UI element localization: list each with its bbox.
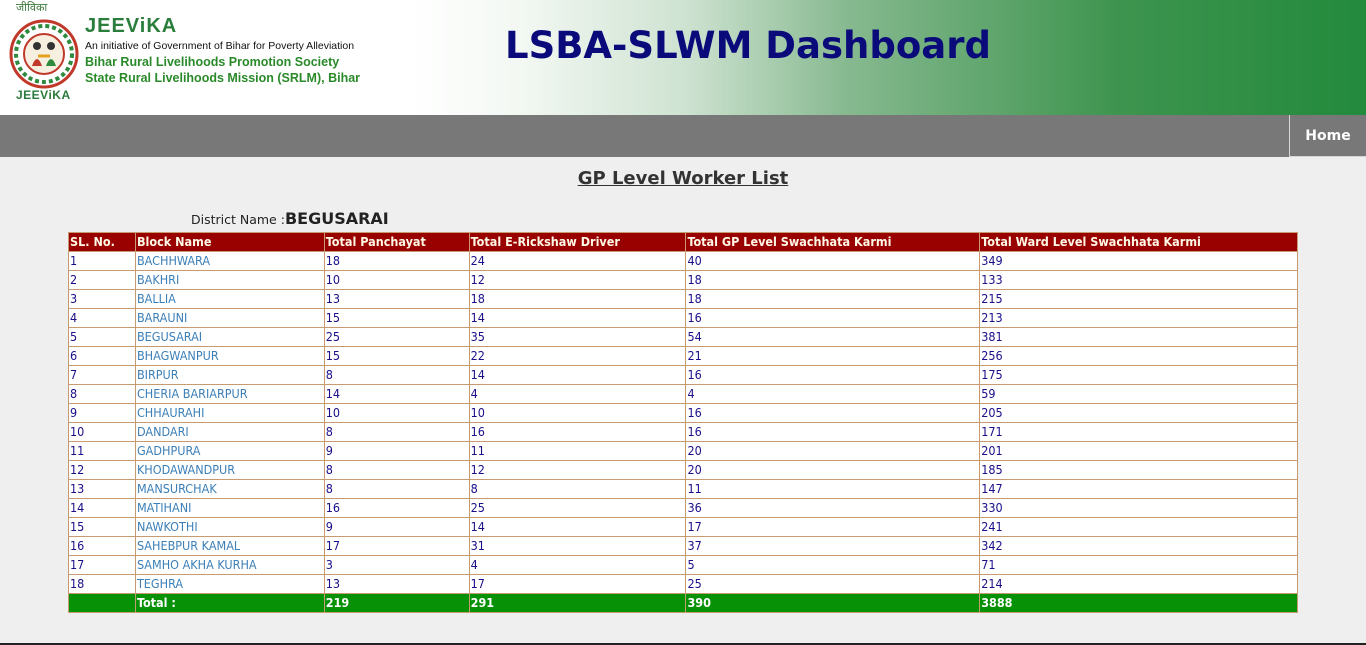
- cell-total-panchayat: 8: [324, 480, 469, 499]
- cell-gp-swachhata: 21: [686, 347, 980, 366]
- cell-sl-no: 3: [69, 290, 136, 309]
- cell-sl-no: 4: [69, 309, 136, 328]
- cell-total-panchayat: 3: [324, 556, 469, 575]
- home-button[interactable]: Home: [1289, 115, 1366, 157]
- org-society-name: Bihar Rural Livelihoods Promotion Society: [85, 55, 340, 69]
- cell-sl-no: 18: [69, 575, 136, 594]
- table-row: [69, 518, 1298, 537]
- cell-total-e-rickshaw: 12: [469, 461, 686, 480]
- table-row: [69, 328, 1298, 347]
- table-body: [69, 252, 1298, 594]
- cell-sl-no: 17: [69, 556, 136, 575]
- cell-ward-swachhata: 133: [980, 271, 1298, 290]
- cell-total-panchayat: 17: [324, 537, 469, 556]
- cell-total-e-rickshaw: 31: [469, 537, 686, 556]
- table-row: [69, 309, 1298, 328]
- cell-sl-no: 10: [69, 423, 136, 442]
- table-row: [69, 480, 1298, 499]
- cell-sl-no: 12: [69, 461, 136, 480]
- total-ward-swachhata: 3888: [980, 594, 1298, 613]
- cell-sl-no: 1: [69, 252, 136, 271]
- cell-block-name[interactable]: DANDARI: [135, 423, 324, 442]
- cell-gp-swachhata: 40: [686, 252, 980, 271]
- cell-total-panchayat: 8: [324, 423, 469, 442]
- cell-gp-swachhata: 16: [686, 309, 980, 328]
- column-header-total-panchayat: Total Panchayat: [324, 233, 469, 252]
- cell-gp-swachhata: 18: [686, 271, 980, 290]
- cell-block-name[interactable]: MATIHANI: [135, 499, 324, 518]
- district-info: [191, 209, 389, 228]
- cell-total-panchayat: 13: [324, 290, 469, 309]
- cell-total-e-rickshaw: 12: [469, 271, 686, 290]
- table-row: [69, 271, 1298, 290]
- table-row: [69, 290, 1298, 309]
- cell-ward-swachhata: 205: [980, 404, 1298, 423]
- worker-list-table: [68, 232, 1298, 613]
- cell-sl-no: 16: [69, 537, 136, 556]
- cell-sl-no: 13: [69, 480, 136, 499]
- cell-gp-swachhata: 4: [686, 385, 980, 404]
- column-header-block-name: Block Name: [135, 233, 324, 252]
- cell-gp-swachhata: 54: [686, 328, 980, 347]
- cell-gp-swachhata: 25: [686, 575, 980, 594]
- cell-ward-swachhata: 215: [980, 290, 1298, 309]
- table-row: [69, 347, 1298, 366]
- cell-gp-swachhata: 11: [686, 480, 980, 499]
- table-row: [69, 461, 1298, 480]
- org-name: JEEViKA: [85, 15, 178, 37]
- column-header-gp-swachhata: Total GP Level Swachhata Karmi: [686, 233, 980, 252]
- table-row: [69, 499, 1298, 518]
- cell-total-e-rickshaw: 24: [469, 252, 686, 271]
- org-tagline: An initiative of Government of Bihar for Poverty Alleviation: [85, 40, 355, 52]
- table-row: [69, 442, 1298, 461]
- org-mission-name: State Rural Livelihoods Mission (SRLM), Bihar: [85, 71, 361, 85]
- cell-sl-no: 6: [69, 347, 136, 366]
- cell-ward-swachhata: 256: [980, 347, 1298, 366]
- cell-gp-swachhata: 36: [686, 499, 980, 518]
- total-panchayat: 219: [324, 594, 469, 613]
- cell-total-panchayat: 9: [324, 442, 469, 461]
- cell-block-name[interactable]: BAKHRI: [135, 271, 324, 290]
- cell-total-panchayat: 16: [324, 499, 469, 518]
- cell-total-e-rickshaw: 17: [469, 575, 686, 594]
- cell-total-e-rickshaw: 14: [469, 518, 686, 537]
- cell-block-name[interactable]: CHHAURAHI: [135, 404, 324, 423]
- cell-ward-swachhata: 59: [980, 385, 1298, 404]
- cell-gp-swachhata: 5: [686, 556, 980, 575]
- cell-sl-no: 5: [69, 328, 136, 347]
- cell-gp-swachhata: 16: [686, 404, 980, 423]
- cell-total-panchayat: 25: [324, 328, 469, 347]
- cell-total-e-rickshaw: 22: [469, 347, 686, 366]
- cell-ward-swachhata: 381: [980, 328, 1298, 347]
- total-cell-sl: [69, 594, 136, 613]
- cell-total-e-rickshaw: 10: [469, 404, 686, 423]
- cell-gp-swachhata: 16: [686, 423, 980, 442]
- cell-total-panchayat: 9: [324, 518, 469, 537]
- column-header-total-e-rickshaw: Total E-Rickshaw Driver: [469, 233, 686, 252]
- cell-ward-swachhata: 330: [980, 499, 1298, 518]
- cell-block-name[interactable]: CHERIA BARIARPUR: [135, 385, 324, 404]
- cell-total-e-rickshaw: 35: [469, 328, 686, 347]
- column-header-sl-no: SL. No.: [69, 233, 136, 252]
- cell-block-name[interactable]: KHODAWANDPUR: [135, 461, 324, 480]
- navbar: [0, 115, 1366, 157]
- cell-ward-swachhata: 342: [980, 537, 1298, 556]
- table-row: [69, 423, 1298, 442]
- total-gp-swachhata: 390: [686, 594, 980, 613]
- table-row: [69, 385, 1298, 404]
- cell-sl-no: 14: [69, 499, 136, 518]
- cell-block-name[interactable]: BIRPUR: [135, 366, 324, 385]
- cell-total-e-rickshaw: 16: [469, 423, 686, 442]
- cell-total-panchayat: 13: [324, 575, 469, 594]
- cell-total-e-rickshaw: 14: [469, 309, 686, 328]
- cell-block-name[interactable]: BHAGWANPUR: [135, 347, 324, 366]
- cell-total-e-rickshaw: 11: [469, 442, 686, 461]
- cell-ward-swachhata: 171: [980, 423, 1298, 442]
- cell-ward-swachhata: 185: [980, 461, 1298, 480]
- cell-gp-swachhata: 17: [686, 518, 980, 537]
- table-row: [69, 556, 1298, 575]
- table-header-row: [69, 233, 1298, 252]
- table-row: [69, 404, 1298, 423]
- table-row: [69, 366, 1298, 385]
- cell-total-e-rickshaw: 25: [469, 499, 686, 518]
- cell-total-panchayat: 15: [324, 309, 469, 328]
- cell-sl-no: 7: [69, 366, 136, 385]
- cell-total-e-rickshaw: 4: [469, 385, 686, 404]
- table-row: [69, 537, 1298, 556]
- cell-total-e-rickshaw: 4: [469, 556, 686, 575]
- cell-ward-swachhata: 241: [980, 518, 1298, 537]
- org-info: [85, 14, 360, 86]
- cell-gp-swachhata: 20: [686, 461, 980, 480]
- district-value: BEGUSARAI: [284, 209, 389, 228]
- cell-total-panchayat: 15: [324, 347, 469, 366]
- cell-block-name[interactable]: SAHEBPUR KAMAL: [135, 537, 324, 556]
- cell-ward-swachhata: 214: [980, 575, 1298, 594]
- cell-gp-swachhata: 18: [686, 290, 980, 309]
- logo-caption: JEEViKA: [16, 88, 71, 102]
- cell-sl-no: 2: [69, 271, 136, 290]
- cell-block-name[interactable]: BALLIA: [135, 290, 324, 309]
- cell-ward-swachhata: 71: [980, 556, 1298, 575]
- cell-block-name[interactable]: NAWKOTHI: [135, 518, 324, 537]
- district-label: District Name :: [191, 212, 285, 227]
- cell-sl-no: 8: [69, 385, 136, 404]
- cell-total-panchayat: 14: [324, 385, 469, 404]
- table-row: [69, 575, 1298, 594]
- cell-ward-swachhata: 201: [980, 442, 1298, 461]
- cell-ward-swachhata: 175: [980, 366, 1298, 385]
- site-header: [0, 0, 1366, 115]
- cell-gp-swachhata: 20: [686, 442, 980, 461]
- cell-total-e-rickshaw: 8: [469, 480, 686, 499]
- cell-block-name[interactable]: BARAUNI: [135, 309, 324, 328]
- cell-block-name[interactable]: BEGUSARAI: [135, 328, 324, 347]
- cell-total-e-rickshaw: 18: [469, 290, 686, 309]
- dashboard-title: LSBA-SLWM Dashboard: [505, 24, 991, 67]
- page-title: [0, 168, 1366, 189]
- cell-total-panchayat: 10: [324, 404, 469, 423]
- cell-total-panchayat: 18: [324, 252, 469, 271]
- cell-sl-no: 15: [69, 518, 136, 537]
- cell-gp-swachhata: 16: [686, 366, 980, 385]
- logo-hindi-text: जीविका: [16, 1, 48, 14]
- cell-sl-no: 11: [69, 442, 136, 461]
- cell-ward-swachhata: 147: [980, 480, 1298, 499]
- cell-ward-swachhata: 349: [980, 252, 1298, 271]
- cell-block-name[interactable]: GADHPURA: [135, 442, 324, 461]
- total-label: Total :: [135, 594, 324, 613]
- cell-total-panchayat: 10: [324, 271, 469, 290]
- cell-total-e-rickshaw: 14: [469, 366, 686, 385]
- cell-block-name[interactable]: SAMHO AKHA KURHA: [135, 556, 324, 575]
- cell-total-panchayat: 8: [324, 366, 469, 385]
- cell-total-panchayat: 8: [324, 461, 469, 480]
- cell-gp-swachhata: 37: [686, 537, 980, 556]
- cell-sl-no: 9: [69, 404, 136, 423]
- cell-ward-swachhata: 213: [980, 309, 1298, 328]
- column-header-ward-swachhata: Total Ward Level Swachhata Karmi: [980, 233, 1298, 252]
- page-title-text: GP Level Worker List: [577, 168, 789, 189]
- total-e-rickshaw: 291: [469, 594, 686, 613]
- cell-block-name[interactable]: BACHHWARA: [135, 252, 324, 271]
- cell-block-name[interactable]: MANSURCHAK: [135, 480, 324, 499]
- total-row: [69, 594, 1298, 613]
- table-row: [69, 252, 1298, 271]
- cell-block-name[interactable]: TEGHRA: [135, 575, 324, 594]
